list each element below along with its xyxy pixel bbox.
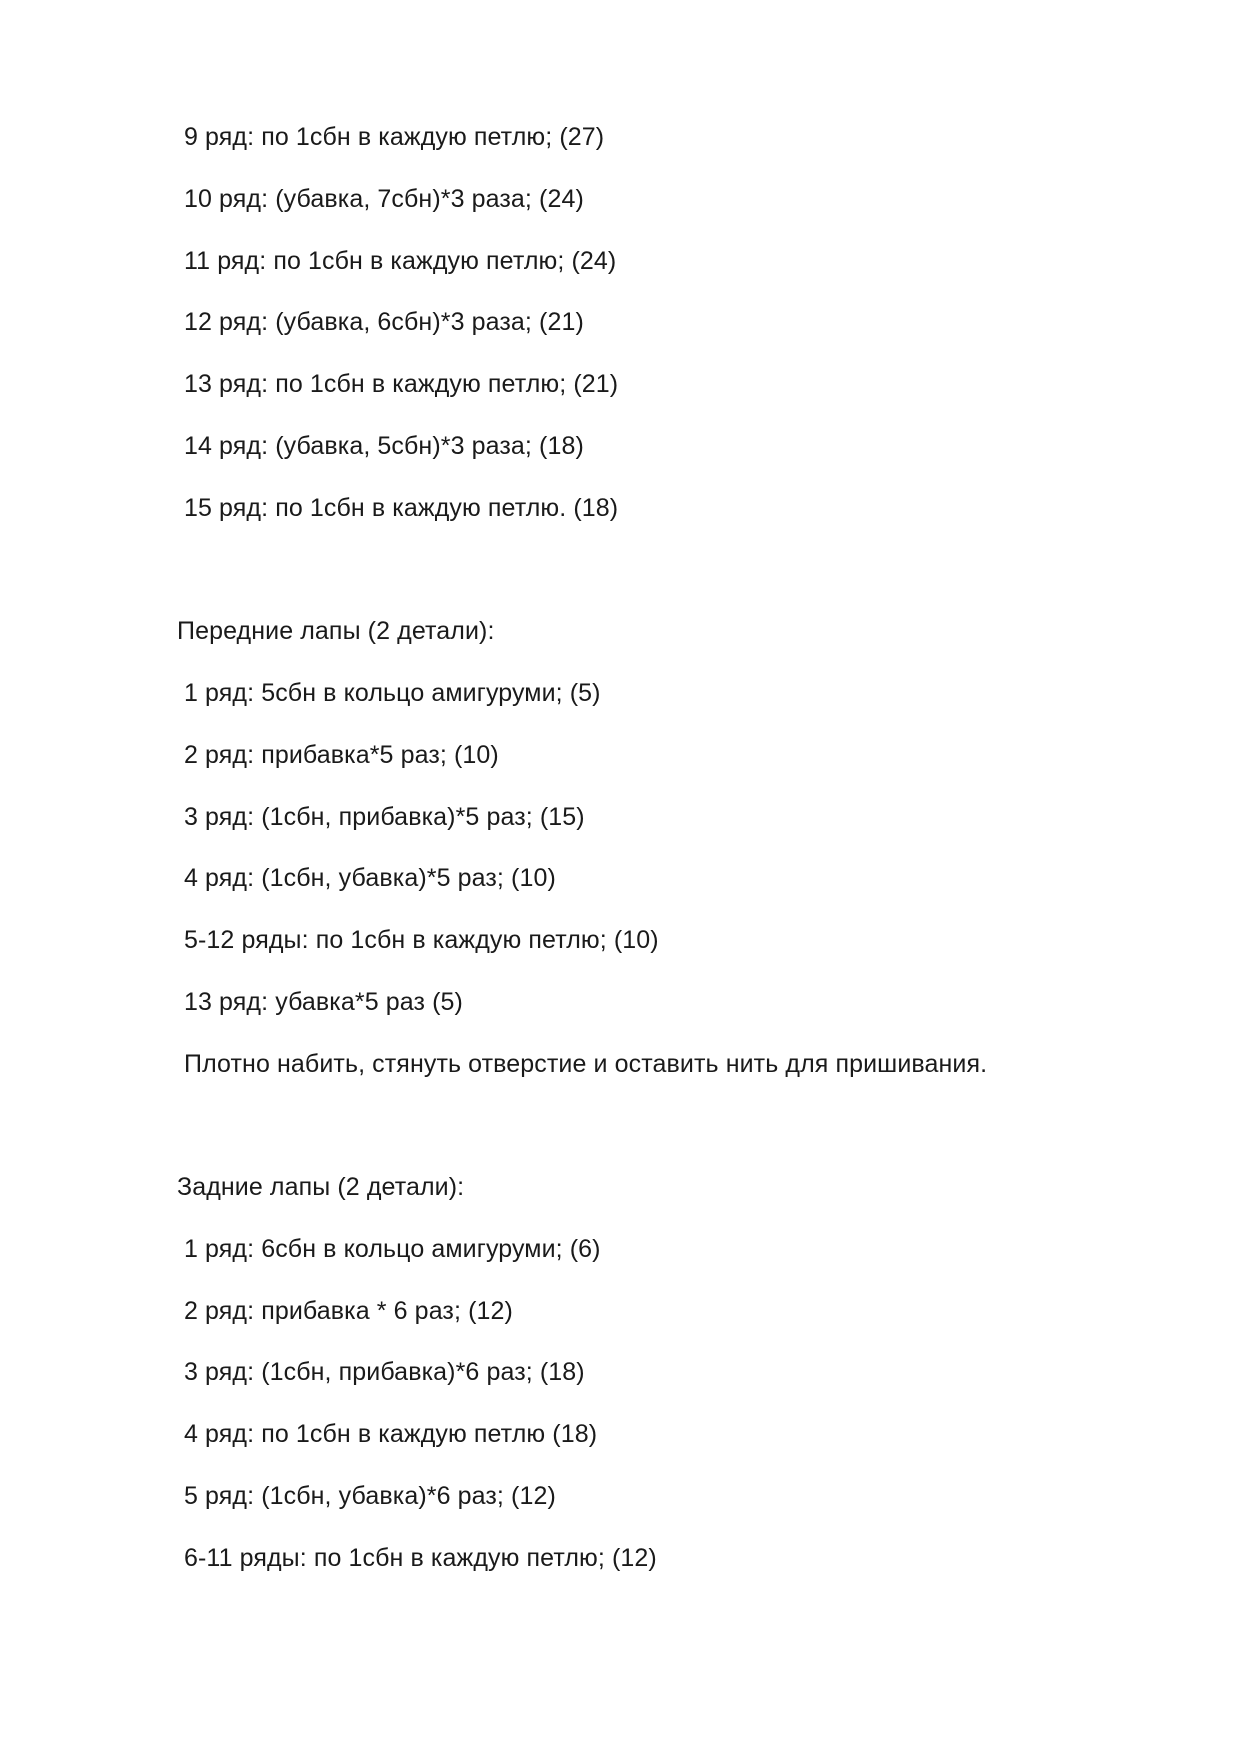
row-line: 15 ряд: по 1сбн в каждую петлю. (18) (184, 494, 619, 522)
row-line: 13 ряд: по 1сбн в каждую петлю; (21) (184, 370, 619, 398)
row-line: 1 ряд: 6сбн в кольцо амигуруми; (6) (184, 1235, 601, 1263)
row-line: 11 ряд: по 1сбн в каждую петлю; (24) (184, 247, 617, 275)
row-line: 4 ряд: (1сбн, убавка)*5 раз; (10) (184, 864, 556, 892)
row-line: 10 ряд: (убавка, 7сбн)*3 раза; (24) (184, 185, 584, 213)
row-line: 3 ряд: (1сбн, прибавка)*6 раз; (18) (184, 1358, 585, 1386)
instruction-line: Плотно набить, стянуть отверстие и оставить нить для пришивания. (184, 1050, 988, 1078)
row-line: 2 ряд: прибавка * 6 раз; (12) (184, 1297, 513, 1325)
row-line: 5-12 ряды: по 1сбн в каждую петлю; (10) (184, 926, 659, 954)
row-line: 6-11 ряды: по 1сбн в каждую петлю; (12) (184, 1544, 657, 1572)
row-line: 2 ряд: прибавка*5 раз; (10) (184, 741, 499, 769)
row-line: 1 ряд: 5сбн в кольцо амигуруми; (5) (184, 679, 601, 707)
section-heading-back-legs: Задние лапы (2 детали): (177, 1173, 465, 1201)
row-line: 4 ряд: по 1сбн в каждую петлю (18) (184, 1420, 598, 1448)
row-line: 12 ряд: (убавка, 6сбн)*3 раза; (21) (184, 308, 584, 336)
row-line: 9 ряд: по 1сбн в каждую петлю; (27) (184, 123, 605, 151)
section-heading-front-legs: Передние лапы (2 детали): (177, 617, 495, 645)
row-line: 13 ряд: убавка*5 раз (5) (184, 988, 463, 1016)
row-line: 3 ряд: (1сбн, прибавка)*5 раз; (15) (184, 803, 585, 831)
row-line: 5 ряд: (1сбн, убавка)*6 раз; (12) (184, 1482, 556, 1510)
row-line: 14 ряд: (убавка, 5сбн)*3 раза; (18) (184, 432, 584, 460)
